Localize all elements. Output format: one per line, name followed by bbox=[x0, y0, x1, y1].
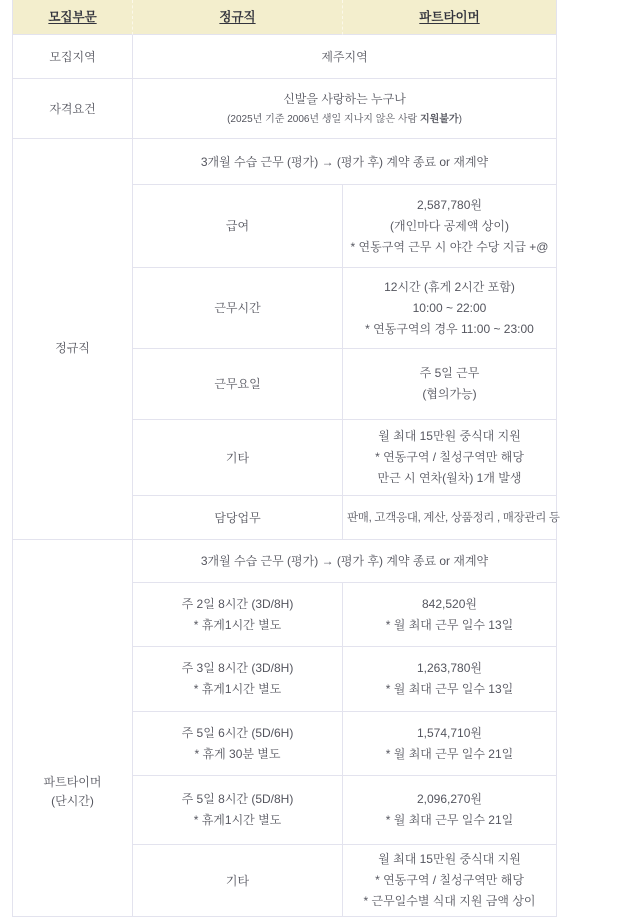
recruitment-table bbox=[12, 0, 560, 917]
parttime-label-line2: (단시간) bbox=[51, 794, 94, 808]
parttime-district-note: * 연동구역 / 칠성구역만 해당 bbox=[375, 873, 524, 887]
parttime-5day6h-pay bbox=[343, 712, 557, 776]
region-row bbox=[13, 35, 557, 79]
age-note-prefix: (2025년 기준 2006년 생일 지나지 않은 사람 bbox=[227, 114, 420, 125]
work-hours-value bbox=[343, 268, 557, 349]
qualification-row bbox=[13, 79, 557, 139]
parttime-5day8h-break-note: * 휴게1시간 별도 bbox=[193, 813, 282, 827]
parttime-5day8h-schedule bbox=[133, 776, 343, 845]
work-hours-district-note: * 연동구역의 경우 11:00 ~ 23:00 bbox=[365, 321, 534, 336]
parttime-2day-max-days: * 월 최대 근무 일수 13일 bbox=[385, 617, 514, 632]
parttime-5day6h-break-note: * 휴게 30분 별도 bbox=[194, 746, 281, 761]
salary-value bbox=[343, 185, 557, 268]
qualification-age-note bbox=[137, 112, 552, 128]
header-recruit-section: 모집부문 bbox=[13, 0, 133, 35]
meal-support-note: 월 최대 15만원 중식대 지원 bbox=[378, 429, 521, 443]
salary-amount: 2,587,780원 bbox=[417, 197, 482, 212]
parttime-2day-amount: 842,520원 bbox=[422, 596, 477, 611]
parttime-3day-max-days: * 월 최대 근무 일수 13일 bbox=[385, 682, 514, 696]
header-parttime: 파트타이머 bbox=[343, 0, 557, 35]
table-header-row bbox=[13, 0, 557, 35]
age-note-bold: 지원불가 bbox=[419, 114, 459, 125]
duties-label: 담당업무 bbox=[133, 496, 343, 540]
parttime-5day6h-hours: 주 5일 6시간 (5D/6H) bbox=[181, 725, 294, 740]
leave-accrual-note: 만근 시 연차(월차) 1개 발생 bbox=[377, 471, 522, 485]
fulltime-probation-note: 3개월 수습 근무 (평가) → (평가 후) 계약 종료 or 재계약 bbox=[133, 139, 557, 185]
parttime-probation-note: 3개월 수습 근무 (평가) → (평가 후) 계약 종료 or 재계약 bbox=[133, 540, 557, 583]
work-days-value bbox=[343, 349, 557, 420]
work-days-label: 근무요일 bbox=[133, 349, 343, 420]
parttime-meal-support-note: 월 최대 15만원 중식대 지원 bbox=[378, 852, 521, 866]
fulltime-section-label: 정규직 bbox=[13, 139, 133, 540]
age-note-suffix: ) bbox=[458, 114, 462, 125]
fulltime-etc-value bbox=[343, 420, 557, 496]
district-applicable-note: * 연동구역 / 칠성구역만 해당 bbox=[375, 450, 524, 464]
parttime-section-label bbox=[13, 540, 133, 917]
parttime-3day-break-note: * 휴게1시간 별도 bbox=[193, 682, 282, 696]
parttime-5day6h-schedule bbox=[133, 712, 343, 776]
work-days-text: 주 5일 근무 bbox=[419, 366, 480, 380]
qualification-label: 자격요건 bbox=[13, 79, 133, 139]
fulltime-etc-label: 기타 bbox=[133, 420, 343, 496]
work-hours-duration: 12시간 (휴게 2시간 포함) bbox=[384, 279, 515, 294]
parttime-2day-break-note: * 휴게1시간 별도 bbox=[193, 617, 282, 632]
salary-label: 급여 bbox=[133, 185, 343, 268]
qualification-main-text: 신발을 사랑하는 누구나 bbox=[283, 92, 406, 106]
work-hours-range: 10:00 ~ 22:00 bbox=[412, 300, 487, 315]
parttime-5day8h-amount: 2,096,270원 bbox=[417, 792, 482, 806]
parttime-5day6h-amount: 1,574,710원 bbox=[417, 725, 482, 740]
parttime-2day-pay bbox=[343, 583, 557, 647]
salary-deduction-note: (개인마다 공제액 상이) bbox=[390, 218, 509, 233]
parttime-5day6h-max-days: * 월 최대 근무 일수 21일 bbox=[385, 746, 514, 761]
parttime-5day8h-max-days: * 월 최대 근무 일수 21일 bbox=[385, 813, 514, 827]
parttime-5day8h-hours: 주 5일 8시간 (5D/8H) bbox=[181, 792, 294, 806]
parttime-meal-amount-note: * 근무일수별 식대 지원 금액 상이 bbox=[363, 894, 536, 908]
work-days-negotiable-note: (협의가능) bbox=[422, 387, 477, 401]
parttime-3day-schedule bbox=[133, 647, 343, 712]
parttime-3day-pay bbox=[343, 647, 557, 712]
region-value: 제주지역 bbox=[133, 35, 557, 79]
fulltime-probation-row bbox=[13, 139, 557, 185]
parttime-2day-hours: 주 2일 8시간 (3D/8H) bbox=[181, 596, 294, 611]
parttime-probation-row bbox=[13, 540, 557, 583]
duties-value bbox=[343, 496, 560, 540]
salary-night-allowance-note: * 연동구역 근무 시 야간 수당 지급 +@ bbox=[350, 239, 549, 254]
duties-text: 판매, 고객응대, 계산, 상품정리 , 매장관리 등 bbox=[347, 511, 560, 524]
parttime-3day-amount: 1,263,780원 bbox=[417, 661, 482, 675]
parttime-etc-value bbox=[343, 845, 557, 917]
region-label: 모집지역 bbox=[13, 35, 133, 79]
work-hours-label: 근무시간 bbox=[133, 268, 343, 349]
parttime-3day-hours: 주 3일 8시간 (3D/8H) bbox=[181, 661, 294, 675]
header-fulltime: 정규직 bbox=[133, 0, 343, 35]
parttime-etc-label: 기타 bbox=[133, 845, 343, 917]
parttime-2day-schedule bbox=[133, 583, 343, 647]
parttime-5day8h-pay bbox=[343, 776, 557, 845]
qualification-value bbox=[133, 79, 557, 139]
parttime-label-line1: 파트타이머 bbox=[43, 775, 102, 789]
